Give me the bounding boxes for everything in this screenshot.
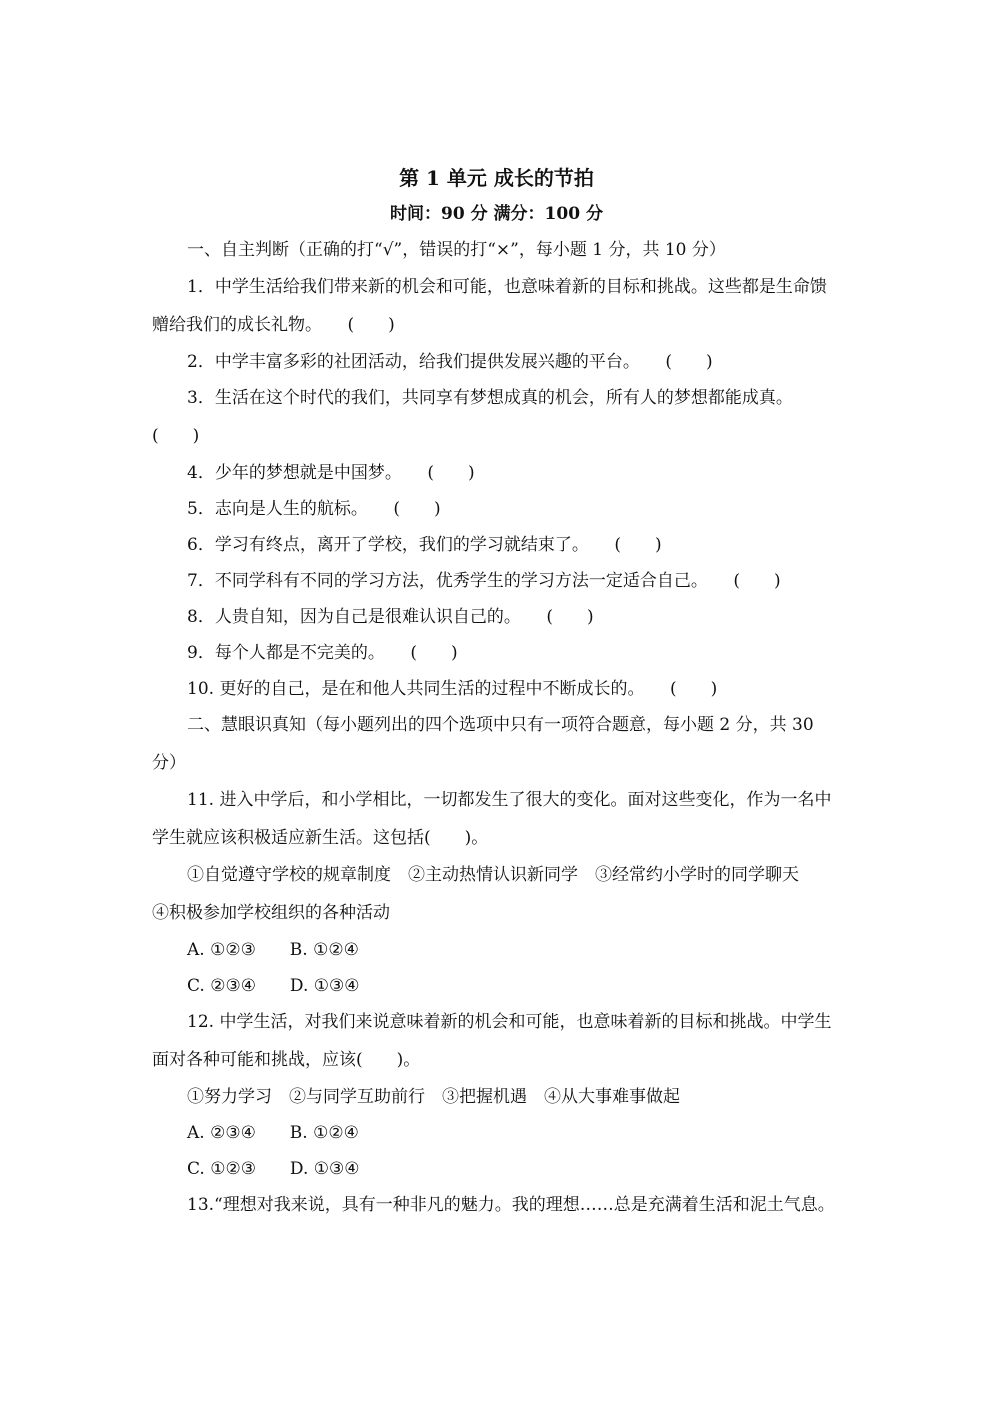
question-11-options-line1: ①自觉遵守学校的规章制度 ②主动热情认识新同学 ③经常约小学时的同学聊天 (187, 865, 799, 885)
question-11-stem-line2: 学生就应该积极适应新生活。这包括( )。 (152, 828, 489, 848)
page-title: 第 1 单元 成长的节拍 (399, 166, 594, 190)
question-11-choices-line2: C. ②③④ D. ①③④ (187, 976, 360, 996)
question-4: 4．少年的梦想就是中国梦。 ( ) (187, 463, 475, 483)
question-12-choices-line1: A. ②③④ B. ①②④ (187, 1123, 359, 1143)
question-11-choices-line1: A. ①②③ B. ①②④ (187, 940, 359, 960)
question-12-options-line1: ①努力学习 ②与同学互助前行 ③把握机遇 ④从大事难事做起 (187, 1087, 680, 1107)
question-1-line2: 赠给我们的成长礼物。 ( ) (152, 315, 395, 335)
question-11-options-line2: ④积极参加学校组织的各种活动 (152, 903, 390, 923)
section1-heading: 一、自主判断（正确的打“√”，错误的打“×”，每小题 1 分，共 10 分） (187, 240, 726, 260)
question-13-stem-line1: 13.“理想对我来说，具有一种非凡的魅力。我的理想……总是充满着生活和泥土气息。 (187, 1195, 835, 1215)
question-7: 7．不同学科有不同的学习方法，优秀学生的学习方法一定适合自己。 ( ) (187, 571, 781, 591)
question-10: 10. 更好的自己，是在和他人共同生活的过程中不断成长的。 ( ) (187, 679, 718, 699)
section2-heading-line2: 分） (152, 753, 186, 773)
page-subtitle: 时间：90 分 满分：100 分 (390, 204, 603, 224)
question-9: 9．每个人都是不完美的。 ( ) (187, 643, 458, 663)
question-1-line1: 1．中学生活给我们带来新的机会和可能，也意味着新的目标和挑战。这些都是生命馈 (187, 277, 827, 297)
question-2: 2．中学丰富多彩的社团活动，给我们提供发展兴趣的平台。 ( ) (187, 352, 713, 372)
question-11-stem-line1: 11. 进入中学后，和小学相比，一切都发生了很大的变化。面对这些变化，作为一名中 (187, 790, 832, 810)
question-12-stem-line1: 12. 中学生活，对我们来说意味着新的机会和可能，也意味着新的目标和挑战。中学生 (187, 1012, 832, 1032)
question-8: 8．人贵自知，因为自己是很难认识自己的。 ( ) (187, 607, 594, 627)
question-6: 6．学习有终点，离开了学校，我们的学习就结束了。 ( ) (187, 535, 662, 555)
question-5: 5．志向是人生的航标。 ( ) (187, 499, 441, 519)
section2-heading-line1: 二、慧眼识真知（每小题列出的四个选项中只有一项符合题意，每小题 2 分，共 30 (187, 715, 814, 735)
question-3-line2: ( ) (152, 426, 200, 446)
question-12-stem-line2: 面对各种可能和挑战，应该( )。 (152, 1050, 421, 1070)
question-12-choices-line2: C. ①②③ D. ①③④ (187, 1159, 360, 1179)
question-3-line1: 3．生活在这个时代的我们，共同享有梦想成真的机会，所有人的梦想都能成真。 (187, 388, 793, 408)
